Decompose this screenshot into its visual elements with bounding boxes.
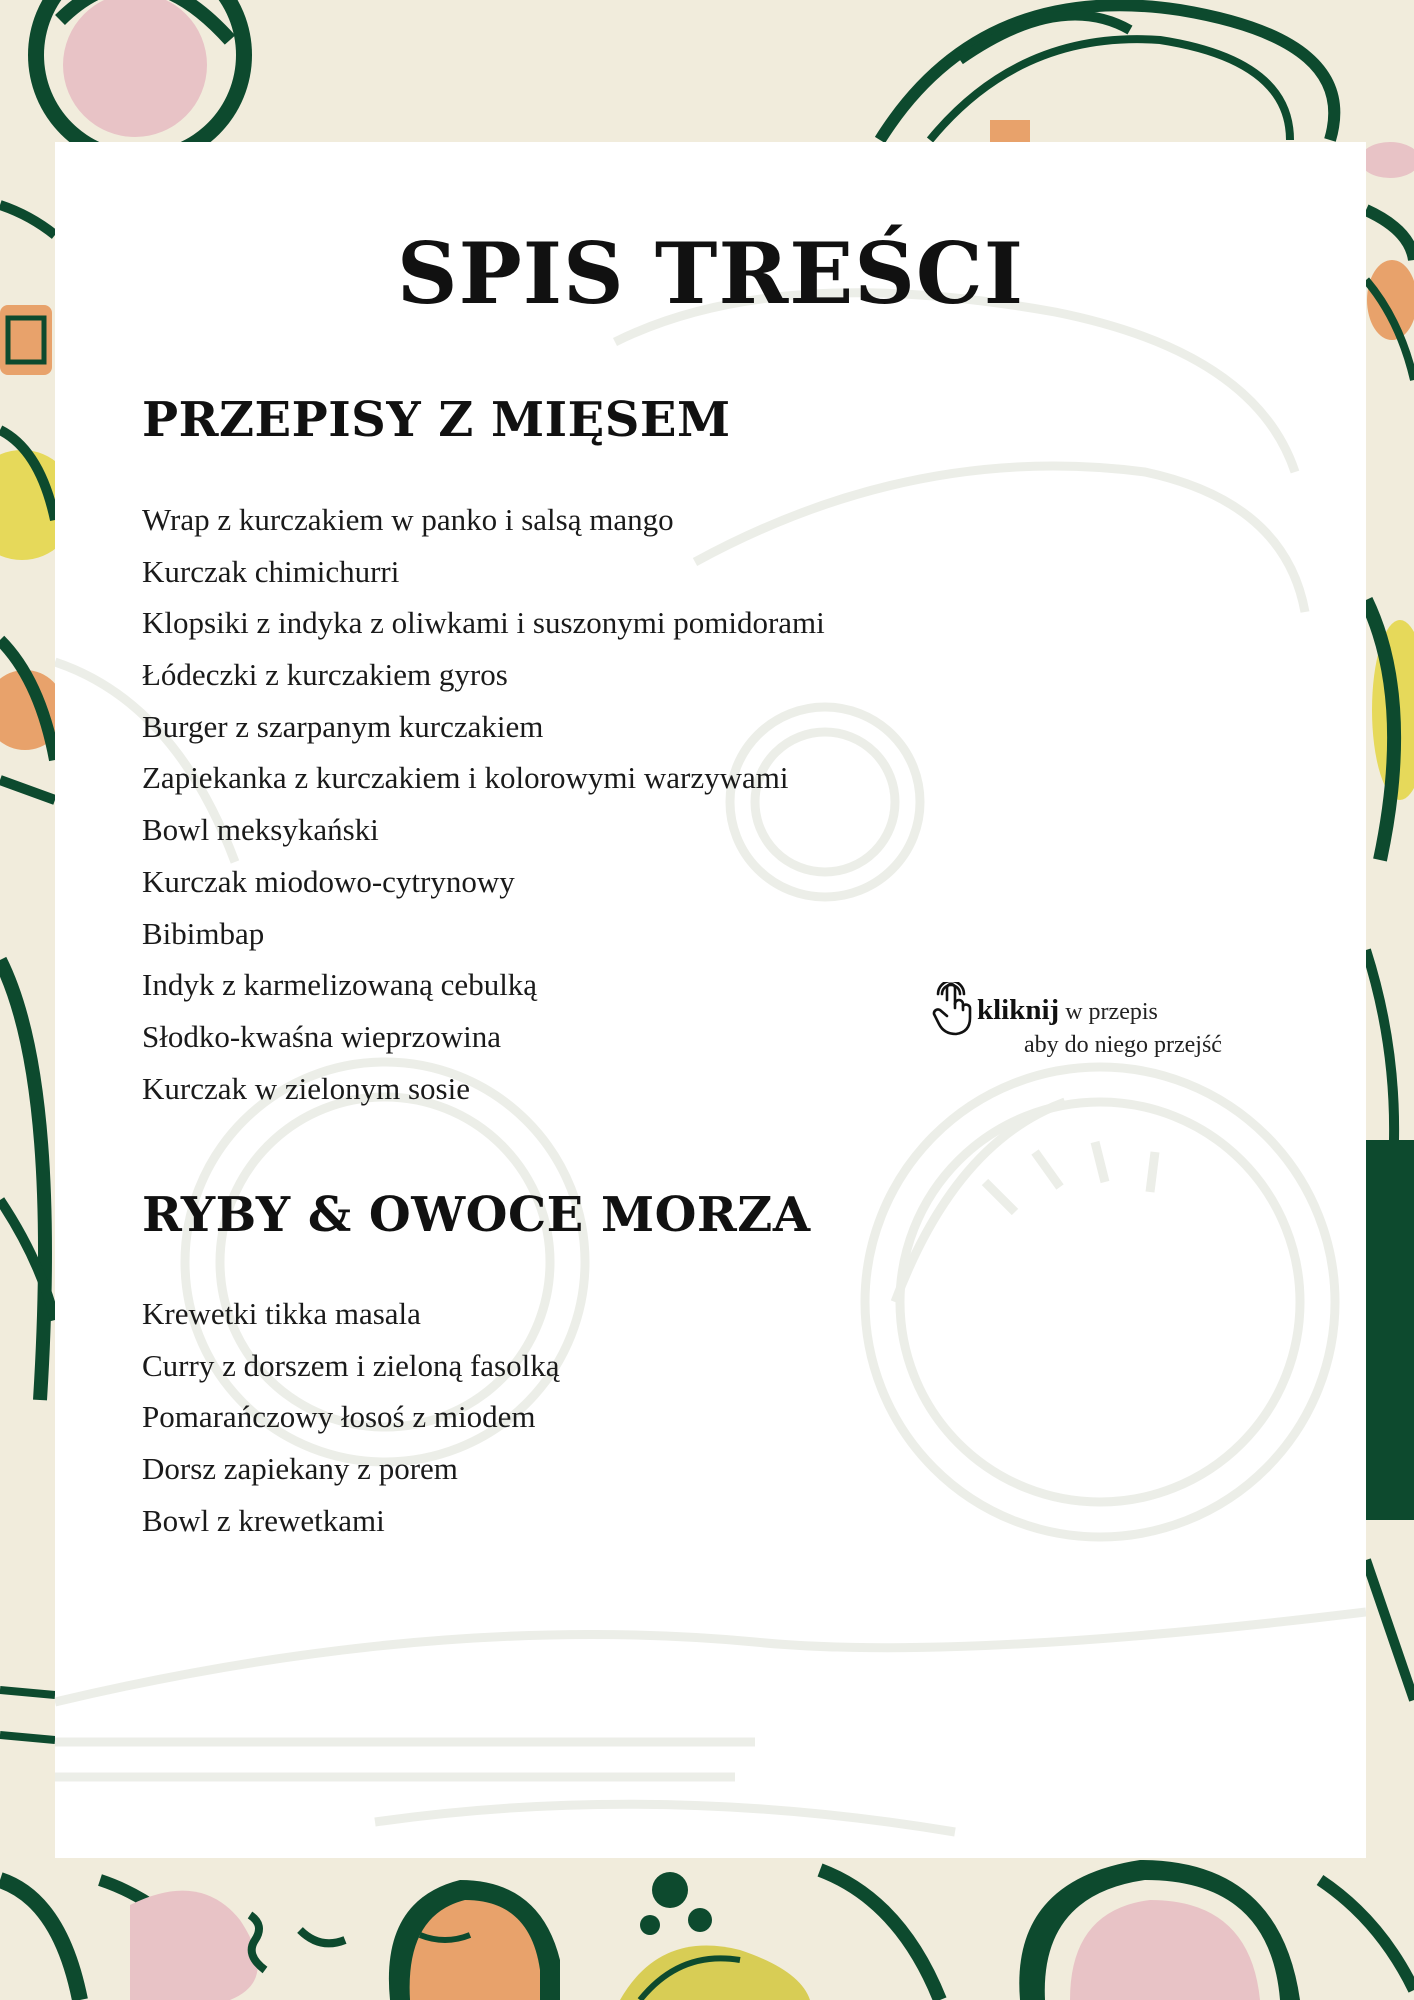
click-hint: [931, 982, 1251, 1062]
hint-line-2: aby do niego przejść: [1024, 1032, 1222, 1058]
recipe-link[interactable]: Indyk z karmelizowaną cebulką: [142, 967, 538, 1003]
recipe-link[interactable]: Bibimbap: [142, 915, 265, 951]
recipe-link[interactable]: Wrap z kurczakiem w panko i salsą mango: [142, 502, 674, 537]
section-title-fish: RYBY & OWOCE MORZA: [142, 1187, 811, 1243]
recipe-link[interactable]: Kurczak w zielonym sosie: [142, 1070, 470, 1106]
content-card: [55, 142, 1366, 1858]
recipe-link[interactable]: Dorsz zapiekany z porem: [142, 1451, 458, 1487]
page-title: SPIS TREŚCI: [396, 224, 1025, 323]
recipe-link[interactable]: Pomarańczowy łosoś z miodem: [142, 1399, 536, 1435]
recipe-link[interactable]: Curry z dorszem i zieloną fasolką: [142, 1347, 560, 1383]
toc-content: [55, 142, 1366, 1858]
recipe-link[interactable]: Klopsiki z indyka z oliwkami i suszonymi pomidorami: [142, 605, 825, 641]
recipe-list-meat: [142, 494, 825, 1114]
recipe-link[interactable]: Bowl z krewetkami: [142, 1502, 385, 1538]
recipe-link[interactable]: Burger z szarpanym kurczakiem: [142, 708, 544, 744]
section-title-meat: PRZEPISY Z MIĘSEM: [142, 392, 731, 448]
hint-keyword: kliknij: [977, 994, 1060, 1026]
hint-line-1: [977, 994, 1158, 1027]
hand-pointer-icon: [931, 982, 975, 1038]
recipe-link[interactable]: Łódeczki z kurczakiem gyros: [142, 657, 508, 693]
recipe-link[interactable]: Kurczak miodowo-cytrynowy: [142, 863, 515, 899]
recipe-link[interactable]: Bowl meksykański: [142, 812, 379, 848]
recipe-link[interactable]: Zapiekanka z kurczakiem i kolorowymi warzywami: [142, 760, 789, 796]
recipe-link[interactable]: Krewetki tikka masala: [142, 1296, 421, 1331]
hint-rest: w przepis: [1059, 999, 1158, 1025]
recipe-list-fish: [142, 1288, 560, 1546]
recipe-link[interactable]: Słodko-kwaśna wieprzowina: [142, 1018, 501, 1054]
recipe-link[interactable]: Kurczak chimichurri: [142, 553, 400, 589]
